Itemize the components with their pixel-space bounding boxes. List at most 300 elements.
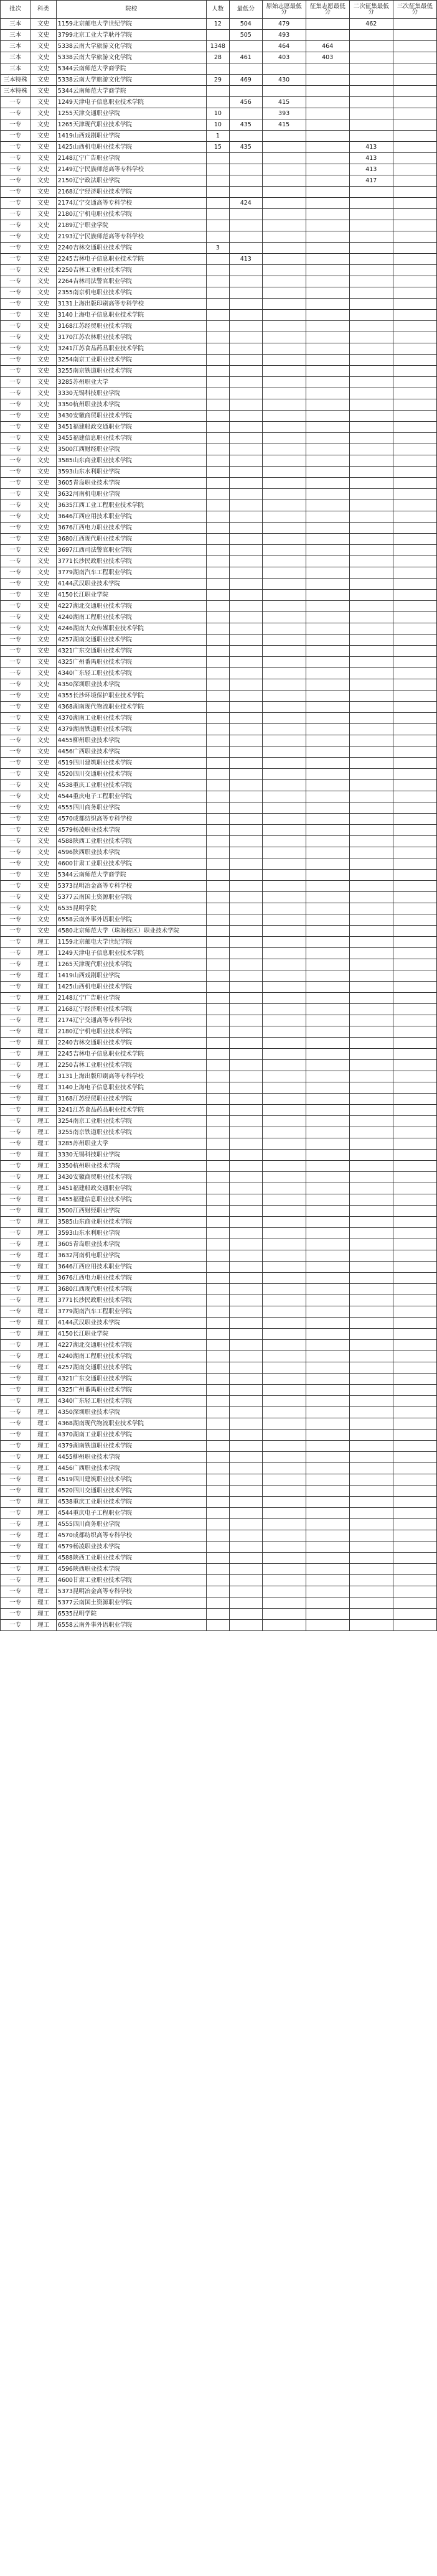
second-solicit-cell (349, 411, 393, 422)
min-score-cell (230, 1396, 263, 1407)
table-row (1, 724, 437, 735)
count-cell (206, 63, 229, 75)
second-solicit-cell (349, 343, 393, 355)
category-cell: 文史 (31, 746, 57, 758)
min-score-cell (230, 1553, 263, 1564)
school-cell: 3680江西现代职业技术学院 (56, 1284, 206, 1295)
third-solicit-cell (393, 1127, 436, 1138)
original-min-cell (262, 231, 306, 243)
third-solicit-cell (393, 870, 436, 881)
min-score-cell (230, 668, 263, 679)
school-cell: 3254南京工业职业技术学院 (56, 355, 206, 366)
third-solicit-cell (393, 321, 436, 332)
category-cell: 文史 (31, 690, 57, 702)
category-cell: 文史 (31, 198, 57, 209)
solicit-min-cell (306, 814, 349, 825)
school-cell: 2168辽宁经济职业技术学院 (56, 187, 206, 198)
count-cell (206, 1418, 229, 1430)
school-cell: 1159北京邮电大学世纪学院 (56, 19, 206, 30)
solicit-min-cell (306, 1049, 349, 1060)
second-solicit-cell (349, 455, 393, 467)
batch-cell: 一专 (1, 500, 31, 511)
third-solicit-cell (393, 1049, 436, 1060)
school-cell: 3585山东商业职业技术学院 (56, 1217, 206, 1228)
count-cell (206, 870, 229, 881)
solicit-min-cell (306, 1206, 349, 1217)
batch-cell: 一专 (1, 590, 31, 601)
min-score-cell (230, 534, 263, 545)
solicit-min-cell (306, 108, 349, 119)
second-solicit-cell (349, 1082, 393, 1094)
third-solicit-cell (393, 131, 436, 142)
min-score-cell (230, 836, 263, 847)
solicit-min-cell: 403 (306, 52, 349, 63)
solicit-min-cell (306, 1004, 349, 1015)
solicit-min-cell (306, 478, 349, 489)
min-score-cell (230, 791, 263, 802)
table-row (1, 52, 437, 63)
second-solicit-cell (349, 500, 393, 511)
batch-cell: 一专 (1, 1620, 31, 1631)
school-cell: 2355南京机电职业技术学院 (56, 287, 206, 299)
batch-cell: 一专 (1, 175, 31, 187)
category-cell: 文史 (31, 467, 57, 478)
solicit-min-cell (306, 724, 349, 735)
table-row (1, 1071, 437, 1082)
third-solicit-cell (393, 422, 436, 433)
school-cell: 4240湖南工程职业技术学院 (56, 1351, 206, 1362)
batch-cell: 一专 (1, 97, 31, 108)
min-score-cell (230, 377, 263, 388)
min-score-cell (230, 1194, 263, 1206)
second-solicit-cell (349, 970, 393, 982)
third-solicit-cell (393, 332, 436, 343)
second-solicit-cell (349, 511, 393, 523)
original-min-cell (262, 601, 306, 612)
original-min-cell: 479 (262, 19, 306, 30)
table-row (1, 914, 437, 926)
original-min-cell (262, 399, 306, 411)
second-solicit-cell (349, 1530, 393, 1541)
solicit-min-cell (306, 1597, 349, 1609)
category-cell: 文史 (31, 590, 57, 601)
batch-cell: 一专 (1, 1441, 31, 1452)
solicit-min-cell (306, 399, 349, 411)
count-cell (206, 1015, 229, 1026)
min-score-cell: 435 (230, 119, 263, 131)
second-solicit-cell (349, 287, 393, 299)
solicit-min-cell (306, 1553, 349, 1564)
school-cell: 3779湖南汽车工程职业学院 (56, 1306, 206, 1318)
solicit-min-cell (306, 1620, 349, 1631)
batch-cell: 一专 (1, 478, 31, 489)
table-row (1, 399, 437, 411)
batch-cell: 一专 (1, 243, 31, 254)
second-solicit-cell (349, 1138, 393, 1150)
count-cell (206, 579, 229, 590)
min-score-cell (230, 1340, 263, 1351)
third-solicit-cell (393, 1519, 436, 1530)
category-cell: 理工 (31, 1441, 57, 1452)
second-solicit-cell (349, 858, 393, 870)
table-row (1, 265, 437, 276)
second-solicit-cell (349, 926, 393, 937)
second-solicit-cell (349, 1586, 393, 1597)
batch-cell: 一专 (1, 858, 31, 870)
category-cell: 文史 (31, 220, 57, 231)
table-row (1, 153, 437, 164)
category-cell: 理工 (31, 937, 57, 948)
third-solicit-cell (393, 198, 436, 209)
batch-cell: 一专 (1, 422, 31, 433)
second-solicit-cell (349, 1362, 393, 1374)
second-solicit-cell (349, 780, 393, 791)
solicit-min-cell (306, 1340, 349, 1351)
original-min-cell (262, 1306, 306, 1318)
min-score-cell (230, 993, 263, 1004)
school-cell: 3285苏州职业大学 (56, 1138, 206, 1150)
table-row (1, 970, 437, 982)
solicit-min-cell (306, 870, 349, 881)
third-solicit-cell (393, 1351, 436, 1362)
original-min-cell (262, 1228, 306, 1239)
category-cell: 文史 (31, 97, 57, 108)
batch-cell: 一专 (1, 1519, 31, 1530)
school-cell: 2168辽宁经济职业技术学院 (56, 1004, 206, 1015)
batch-cell: 一专 (1, 1038, 31, 1049)
second-solicit-cell (349, 914, 393, 926)
school-cell: 3697江西司法警官职业学院 (56, 545, 206, 556)
third-solicit-cell (393, 209, 436, 220)
original-min-cell (262, 612, 306, 623)
second-solicit-cell (349, 1407, 393, 1418)
third-solicit-cell (393, 500, 436, 511)
category-cell: 理工 (31, 1217, 57, 1228)
school-cell: 3500江西财经职业学院 (56, 1206, 206, 1217)
table-row (1, 791, 437, 802)
table-row (1, 119, 437, 131)
table-row (1, 746, 437, 758)
third-solicit-cell (393, 355, 436, 366)
table-row (1, 1418, 437, 1430)
school-cell: 4240湖南工程职业技术学院 (56, 612, 206, 623)
count-cell (206, 993, 229, 1004)
second-solicit-cell (349, 1318, 393, 1329)
table-row (1, 63, 437, 75)
table-row (1, 243, 437, 254)
solicit-min-cell (306, 1038, 349, 1049)
min-score-cell (230, 982, 263, 993)
third-solicit-cell (393, 1082, 436, 1094)
original-min-cell (262, 366, 306, 377)
batch-cell: 一专 (1, 1239, 31, 1250)
category-cell: 文史 (31, 231, 57, 243)
table-row (1, 108, 437, 119)
solicit-min-cell (306, 702, 349, 713)
second-solicit-cell (349, 86, 393, 97)
second-solicit-cell (349, 1340, 393, 1351)
category-cell: 理工 (31, 1071, 57, 1082)
school-cell: 2240吉林交通职业技术学院 (56, 243, 206, 254)
min-score-cell (230, 623, 263, 635)
third-solicit-cell (393, 1597, 436, 1609)
solicit-min-cell (306, 321, 349, 332)
second-solicit-cell (349, 1015, 393, 1026)
third-solicit-cell (393, 847, 436, 858)
min-score-cell (230, 231, 263, 243)
batch-cell: 一专 (1, 164, 31, 175)
original-min-cell (262, 1284, 306, 1295)
count-cell (206, 1194, 229, 1206)
count-cell (206, 1071, 229, 1082)
school-cell: 3799北京工业大学耿丹学院 (56, 30, 206, 41)
table-row (1, 175, 437, 187)
second-solicit-cell (349, 1273, 393, 1284)
solicit-min-cell (306, 1161, 349, 1172)
solicit-min-cell (306, 791, 349, 802)
original-min-cell (262, 1575, 306, 1586)
batch-cell: 一专 (1, 131, 31, 142)
solicit-min-cell (306, 1374, 349, 1385)
min-score-cell (230, 1474, 263, 1486)
second-solicit-cell (349, 30, 393, 41)
min-score-cell (230, 388, 263, 399)
table-row (1, 1206, 437, 1217)
solicit-min-cell (306, 1183, 349, 1194)
solicit-min-cell (306, 1116, 349, 1127)
original-min-cell (262, 1351, 306, 1362)
school-cell: 3771长沙民政职业技术学院 (56, 556, 206, 567)
school-cell: 4257湖南交通职业技术学院 (56, 1362, 206, 1374)
school-cell: 4246湖南大众传媒职业技术学院 (56, 623, 206, 635)
second-solicit-cell (349, 1194, 393, 1206)
count-cell: 29 (206, 75, 229, 86)
original-min-cell (262, 1407, 306, 1418)
category-cell: 文史 (31, 343, 57, 355)
batch-cell: 一专 (1, 1262, 31, 1273)
solicit-min-cell (306, 164, 349, 175)
batch-cell: 一专 (1, 209, 31, 220)
batch-cell: 一专 (1, 1026, 31, 1038)
table-row (1, 1351, 437, 1362)
original-min-cell (262, 444, 306, 455)
second-solicit-cell (349, 1306, 393, 1318)
count-cell (206, 545, 229, 556)
second-solicit-cell (349, 1541, 393, 1553)
count-cell (206, 489, 229, 500)
school-cell: 4355长沙环境保护职业技术学院 (56, 690, 206, 702)
solicit-min-cell (306, 735, 349, 746)
third-solicit-cell (393, 254, 436, 265)
solicit-min-cell (306, 1284, 349, 1295)
original-min-cell (262, 1273, 306, 1284)
third-solicit-cell (393, 1374, 436, 1385)
min-score-cell (230, 1362, 263, 1374)
solicit-min-cell (306, 1418, 349, 1430)
school-cell: 4340广东轻工职业技术学院 (56, 1396, 206, 1407)
min-score-cell (230, 1620, 263, 1631)
table-row (1, 1430, 437, 1441)
table-row (1, 769, 437, 780)
third-solicit-cell (393, 1284, 436, 1295)
solicit-min-cell (306, 1362, 349, 1374)
original-min-cell (262, 993, 306, 1004)
second-solicit-cell (349, 948, 393, 959)
batch-cell: 一专 (1, 982, 31, 993)
third-solicit-cell (393, 814, 436, 825)
category-cell: 理工 (31, 1609, 57, 1620)
min-score-cell (230, 1508, 263, 1519)
table-row (1, 355, 437, 366)
school-cell: 2250吉林工业职业技术学院 (56, 1060, 206, 1071)
category-cell: 理工 (31, 1284, 57, 1295)
table-row (1, 1273, 437, 1284)
original-min-cell (262, 926, 306, 937)
min-score-cell (230, 858, 263, 870)
solicit-min-cell (306, 444, 349, 455)
table-row (1, 422, 437, 433)
second-solicit-cell (349, 713, 393, 724)
batch-cell: 一专 (1, 657, 31, 668)
min-score-cell (230, 1530, 263, 1541)
original-min-cell (262, 847, 306, 858)
solicit-min-cell (306, 914, 349, 926)
batch-cell: 一专 (1, 847, 31, 858)
table-row (1, 1519, 437, 1530)
third-solicit-cell (393, 982, 436, 993)
category-cell: 理工 (31, 1273, 57, 1284)
min-score-cell (230, 175, 263, 187)
third-solicit-cell (393, 1530, 436, 1541)
min-score-cell (230, 1250, 263, 1262)
count-cell (206, 1228, 229, 1239)
table-row (1, 1094, 437, 1105)
table-row (1, 1239, 437, 1250)
school-cell: 3285苏州职业大学 (56, 377, 206, 388)
category-cell: 文史 (31, 119, 57, 131)
third-solicit-cell (393, 769, 436, 780)
min-score-cell (230, 265, 263, 276)
category-cell: 理工 (31, 1497, 57, 1508)
original-min-cell (262, 970, 306, 982)
count-cell (206, 343, 229, 355)
count-cell (206, 724, 229, 735)
category-cell: 理工 (31, 1407, 57, 1418)
batch-cell: 一专 (1, 455, 31, 467)
third-solicit-cell (393, 108, 436, 119)
solicit-min-cell (306, 623, 349, 635)
count-cell (206, 1239, 229, 1250)
solicit-min-cell (306, 366, 349, 377)
second-solicit-cell (349, 746, 393, 758)
solicit-min-cell (306, 635, 349, 646)
min-score-cell: 504 (230, 19, 263, 30)
solicit-min-cell (306, 758, 349, 769)
batch-cell: 一专 (1, 1273, 31, 1284)
second-solicit-cell (349, 903, 393, 914)
third-solicit-cell (393, 119, 436, 131)
min-score-cell (230, 1418, 263, 1430)
table-row (1, 332, 437, 343)
second-solicit-cell (349, 1094, 393, 1105)
count-cell (206, 791, 229, 802)
min-score-cell (230, 948, 263, 959)
original-min-cell (262, 590, 306, 601)
count-cell (206, 1340, 229, 1351)
batch-cell: 一专 (1, 1385, 31, 1396)
category-cell: 理工 (31, 1553, 57, 1564)
batch-cell: 一专 (1, 1306, 31, 1318)
min-score-cell (230, 1463, 263, 1474)
category-cell: 理工 (31, 1396, 57, 1407)
table-row (1, 1474, 437, 1486)
min-score-cell (230, 1150, 263, 1161)
category-cell: 文史 (31, 579, 57, 590)
category-cell: 文史 (31, 209, 57, 220)
count-cell (206, 388, 229, 399)
category-cell: 理工 (31, 1374, 57, 1385)
batch-cell: 一专 (1, 1082, 31, 1094)
solicit-min-cell (306, 1306, 349, 1318)
second-solicit-cell (349, 668, 393, 679)
table-row (1, 30, 437, 41)
solicit-min-cell (306, 131, 349, 142)
solicit-min-cell (306, 903, 349, 914)
school-cell: 4350深圳职业技术学院 (56, 679, 206, 690)
category-cell: 文史 (31, 758, 57, 769)
batch-cell: 一专 (1, 1116, 31, 1127)
min-score-cell (230, 769, 263, 780)
third-solicit-cell (393, 489, 436, 500)
original-min-cell (262, 1127, 306, 1138)
table-row (1, 601, 437, 612)
category-cell: 理工 (31, 1127, 57, 1138)
solicit-min-cell (306, 1239, 349, 1250)
min-score-cell (230, 422, 263, 433)
third-solicit-cell (393, 1396, 436, 1407)
second-solicit-cell (349, 646, 393, 657)
category-cell: 文史 (31, 657, 57, 668)
category-cell: 理工 (31, 1463, 57, 1474)
min-score-cell (230, 1306, 263, 1318)
batch-cell: 一专 (1, 1105, 31, 1116)
second-solicit-cell (349, 254, 393, 265)
min-score-cell (230, 299, 263, 310)
original-min-cell (262, 1530, 306, 1541)
second-solicit-cell (349, 769, 393, 780)
original-min-cell (262, 287, 306, 299)
school-cell: 5377云南国土资源职业学院 (56, 1597, 206, 1609)
solicit-min-cell (306, 679, 349, 690)
school-cell: 4455柳州职业技术学院 (56, 1452, 206, 1463)
category-cell: 文史 (31, 679, 57, 690)
school-cell: 2245吉林电子信息职业技术学院 (56, 254, 206, 265)
batch-cell: 一专 (1, 366, 31, 377)
table-row (1, 959, 437, 970)
min-score-cell (230, 1105, 263, 1116)
min-score-cell (230, 635, 263, 646)
solicit-min-cell (306, 1094, 349, 1105)
min-score-cell (230, 455, 263, 467)
table-row (1, 780, 437, 791)
school-cell: 4596陕西职业技术学院 (56, 847, 206, 858)
batch-cell: 一专 (1, 1351, 31, 1362)
count-cell (206, 1138, 229, 1150)
second-solicit-cell (349, 1620, 393, 1631)
min-score-cell (230, 1206, 263, 1217)
original-min-cell (262, 791, 306, 802)
third-solicit-cell (393, 1094, 436, 1105)
